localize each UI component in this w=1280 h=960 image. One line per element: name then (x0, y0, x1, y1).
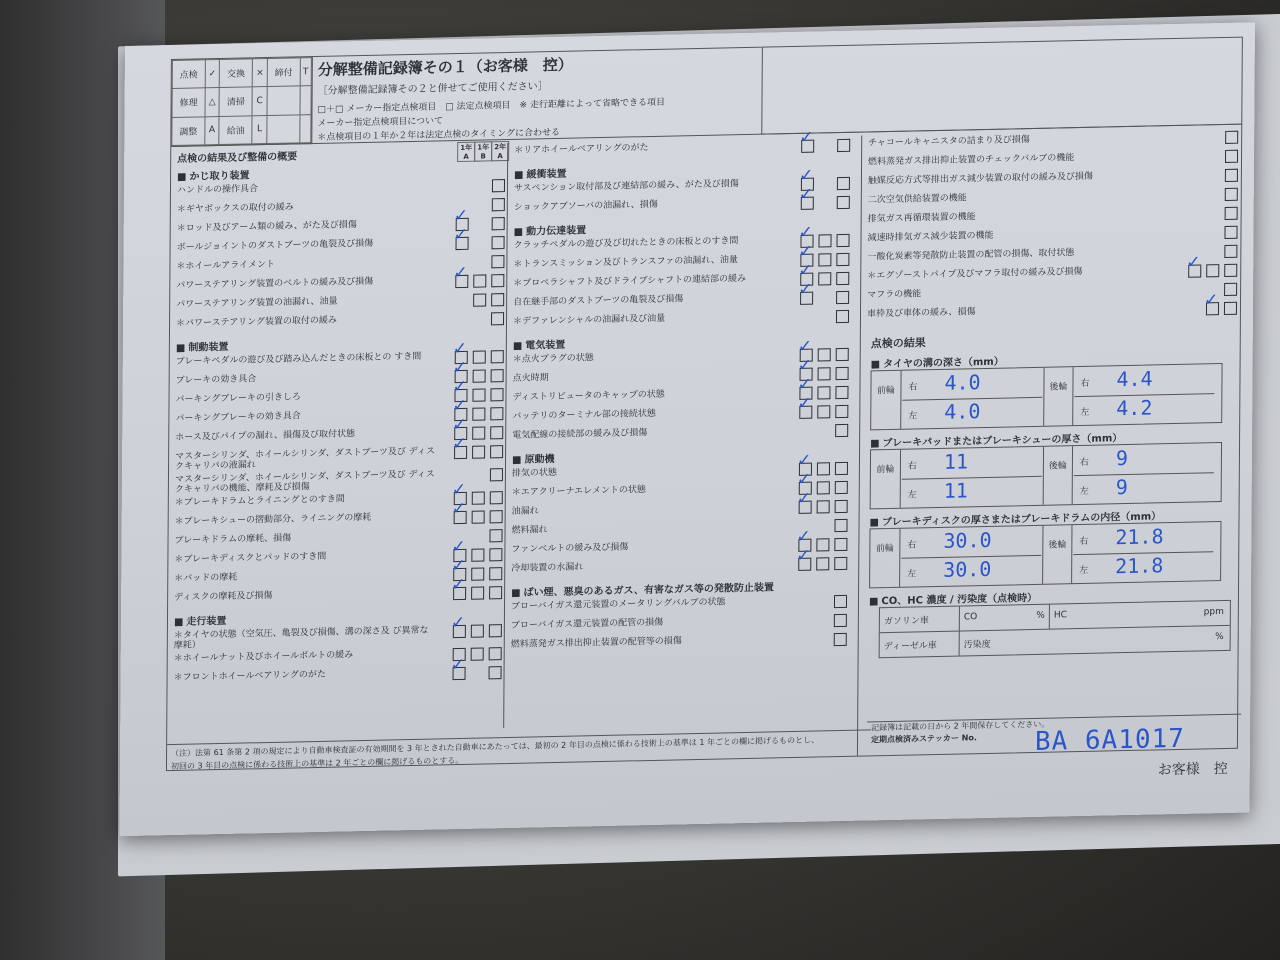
checklist-item-label: ブローバイガス還元装置のメータリングバルブの状態 (510, 597, 726, 612)
section-heading: ■ ばい煙、悪臭のあるガス、有害なガス等の発散防止装置 (511, 577, 851, 599)
note-line: メーカー指定点検項目について (317, 116, 444, 129)
disc-front-right-value[interactable]: 30.0 (943, 527, 992, 553)
checklist-item-label: 触媒反応方式等排出ガス減少装置の取付の緩み及び損傷 (867, 171, 1093, 187)
checkbox[interactable] (835, 386, 848, 399)
checklist-item-label: ＊プロペラシャフト及びドライブシャフトの連結部の緩み (513, 273, 747, 289)
checked-checkbox[interactable] (799, 501, 812, 514)
checklist-item-label: ＊トランスミッション及びトランスファの油漏れ、油量 (513, 255, 738, 270)
footnote (167, 729, 871, 773)
legend-cell: A (205, 116, 220, 145)
checkbox[interactable] (491, 255, 504, 268)
checkbox[interactable] (834, 557, 847, 570)
checklist-item-label: ファンベルトの緩み及び損傷 (511, 542, 629, 555)
left-label: 左 (907, 569, 917, 580)
interval-label: 2年A (491, 141, 509, 161)
interval-label: 1年A (457, 142, 475, 162)
checked-checkbox[interactable] (799, 406, 812, 419)
checklist-item-label: ＊ホイールアライメント (176, 259, 275, 272)
checked-checkbox[interactable] (454, 511, 467, 524)
checklist-item-label: パーキングブレーキの引きしろ (175, 392, 301, 405)
checkbox[interactable] (492, 217, 505, 230)
checkbox[interactable] (489, 529, 502, 542)
disc-thickness-table (869, 521, 1221, 588)
checklist-item-label: チャコールキャニスタの詰まり及び損傷 (868, 135, 1030, 149)
checkbox[interactable] (490, 445, 503, 458)
rear-label: 後輪 (1043, 446, 1073, 505)
legend-cell: 修理 (172, 88, 205, 117)
checklist-item-label: 電気配線の接続部の緩み及び損傷 (512, 428, 648, 441)
checkbox[interactable] (835, 424, 848, 437)
form-title: 分解整備記録簿その１（お客様 控） (317, 55, 573, 79)
checklist-item-label: マスターシリンダ、ホイールシリンダ、ダストブーツ及び ディスクキャリパの液漏れ (175, 446, 436, 472)
legend-cell: L (252, 115, 267, 144)
tire-rear-left-value[interactable]: 4.2 (1116, 395, 1153, 421)
checklist-item-label: サスペンション取付部及び連結部の緩み、がた及び損傷 (513, 179, 739, 194)
pad-rear-left-value[interactable]: 9 (1115, 474, 1128, 500)
left-label: 左 (907, 490, 917, 501)
legend-cell (267, 86, 300, 115)
pad-front-right-value[interactable]: 11 (943, 449, 969, 474)
checkbox[interactable] (473, 274, 486, 287)
checkbox[interactable] (1224, 264, 1237, 277)
emission-title: ■ CO、HC 濃度 / 汚染度（点検時） (869, 585, 1229, 608)
inspection-column-3 (857, 128, 1242, 756)
pad-front-left-value[interactable]: 11 (943, 478, 968, 503)
checkbox[interactable] (836, 253, 849, 266)
legend-cell: △ (205, 88, 220, 117)
legend-cell (300, 114, 311, 143)
checkbox[interactable] (1225, 169, 1238, 182)
pad-thickness-title: ■ ブレーキパッドまたはブレーキシューの厚さ（mm） (870, 427, 1230, 450)
left-label: 左 (1080, 407, 1090, 418)
hc-label: HC (1053, 610, 1067, 621)
checkbox[interactable] (492, 198, 505, 211)
checkbox[interactable] (817, 500, 830, 513)
checkbox[interactable] (1224, 226, 1237, 239)
checklist-item-label: 燃料漏れ (511, 525, 548, 536)
checklist-item-label: パワーステアリング装置のベルトの緩み及び損傷 (176, 276, 374, 291)
checklist-item-label: 二次空気供給装置の機能 (867, 193, 967, 206)
checkbox[interactable] (1225, 207, 1238, 220)
checkbox[interactable] (471, 647, 484, 660)
column-heading (177, 143, 509, 164)
checkbox[interactable] (473, 293, 486, 306)
checklist-item-label: ＊ブレーキドラムとライニングとのすき間 (174, 494, 345, 508)
checkbox[interactable] (473, 369, 486, 382)
checkbox[interactable] (818, 367, 831, 380)
checkbox[interactable] (490, 388, 503, 401)
checkbox[interactable] (1224, 302, 1237, 315)
interval-labels (458, 141, 509, 162)
checklist-item-label: ショックアブソーバの油漏れ、損傷 (513, 199, 658, 213)
checkbox[interactable] (472, 407, 485, 420)
checkbox[interactable] (489, 624, 502, 637)
checkbox[interactable] (471, 586, 484, 599)
checklist-item-label: ホース及びパイプの漏れ、損傷及び取付状態 (175, 429, 356, 443)
right-label: 右 (907, 461, 917, 472)
header-info-area (761, 38, 1243, 135)
checkbox[interactable] (818, 272, 831, 285)
checkbox[interactable] (1225, 131, 1238, 144)
section-heading: ■ 原動機 (512, 444, 852, 466)
checkbox[interactable] (834, 633, 847, 646)
checkbox[interactable] (489, 567, 502, 580)
legend-cell: 清掃 (219, 87, 252, 116)
front-label: 前輪 (871, 450, 901, 509)
maintenance-record-page (119, 22, 1254, 836)
checkbox[interactable] (491, 274, 504, 287)
checkbox[interactable] (473, 350, 486, 363)
checklist-item-label: ＊パッドの摩耗 (174, 572, 238, 584)
checklist-item-label: ディスクの摩耗及び損傷 (174, 590, 273, 603)
legend-cell: 締付 (267, 58, 300, 87)
checklist-item-label: 車枠及び車体の緩み、損傷 (866, 307, 976, 320)
checkbox[interactable] (836, 310, 849, 323)
checked-checkbox[interactable] (801, 140, 814, 153)
checkbox[interactable] (489, 666, 502, 679)
disc-thickness-title: ■ ブレーキディスクの厚さまたはブレーキドラムの内径（mm） (870, 506, 1230, 529)
checkbox[interactable] (836, 272, 849, 285)
disc-rear-right-value[interactable]: 21.8 (1115, 524, 1164, 550)
footnote-line: 初回の 3 年目の点検に係わる技術上の基準は 2 年ごとの欄に掲げるものとする。 (170, 755, 464, 772)
checkbox[interactable] (471, 624, 484, 637)
checkbox[interactable] (472, 426, 485, 439)
sticker-number[interactable]: BA 6A1017 (1034, 723, 1185, 757)
left-label: 左 (1079, 486, 1089, 498)
checkbox[interactable] (817, 386, 830, 399)
legend-cell: C (252, 87, 267, 116)
checklist-item-label: ＊ブレーキシューの摺動部分、ライニングの摩耗 (174, 512, 372, 527)
smoke-unit: % (1215, 631, 1224, 643)
section-heading: ■ 緩衝装置 (514, 159, 854, 181)
gasoline-label: ガソリン車 (880, 607, 960, 633)
right-label: 右 (1079, 536, 1089, 548)
checkbox[interactable] (817, 405, 830, 418)
checked-checkbox[interactable] (453, 625, 466, 638)
checklist-item-label: バッテリのターミナル部の接続状態 (512, 408, 656, 422)
checkbox[interactable] (491, 369, 504, 382)
checkbox[interactable] (490, 407, 503, 420)
checkbox[interactable] (818, 348, 831, 361)
rear-label: 後輪 (1043, 367, 1073, 426)
checklist-item-label: 排気ガス再循環装置の機能 (867, 212, 976, 225)
checklist-item-label: ＊デファレンシャルの油漏れ及び油量 (512, 313, 666, 327)
checkbox[interactable] (836, 367, 849, 380)
checklist-item-label: 排気の状態 (511, 467, 557, 479)
note-line: ＊点検項目の１年か２年は法定点検のタイミングに合わせる (317, 127, 561, 143)
column-title: 点検の結果及び整備の概要 (177, 151, 298, 165)
checkbox[interactable] (835, 481, 848, 494)
sticker-label: 定期点検済みステッカー No. (870, 733, 977, 745)
smoke-label: 汚染度 (963, 639, 991, 651)
checklist-item-label: ハンドルの操作具合 (176, 184, 259, 196)
pad-thickness-section (870, 427, 1231, 510)
checked-checkbox[interactable] (1188, 264, 1201, 277)
checklist-item-label: 油漏れ (511, 506, 539, 517)
emission-table (879, 600, 1231, 658)
title-block (317, 50, 758, 143)
co-label: CO (963, 612, 978, 623)
right-label: 右 (1080, 378, 1090, 389)
tire-depth-table (870, 363, 1222, 430)
legend-cell: ✓ (205, 60, 220, 89)
checkbox[interactable] (490, 510, 503, 523)
checklist-item-label: マフラの機能 (867, 289, 922, 301)
note-line: □＋□ メーカー指定点検項目 □ 法定点検項目 ※ 走行距離によって省略できる項目 (317, 97, 666, 115)
checklist-item-label: マスターシリンダ、ホイールシリンダ、ダストブーツ及び ディスクキャリパの機能、摩耗及び損傷 (174, 469, 435, 495)
disc-rear-left-value[interactable]: 21.8 (1115, 553, 1164, 579)
checked-checkbox[interactable] (800, 292, 813, 305)
checkbox[interactable] (837, 196, 850, 209)
checkbox[interactable] (817, 481, 830, 494)
legend-cell: 調整 (172, 116, 205, 145)
checkbox[interactable] (836, 234, 849, 247)
checked-checkbox[interactable] (1206, 302, 1219, 315)
checkbox[interactable] (472, 491, 485, 504)
disc-thickness-section (869, 506, 1230, 589)
checkbox[interactable] (1206, 264, 1219, 277)
inspection-column-1 (174, 143, 510, 689)
legend-cell: T (300, 58, 311, 87)
checklist-item-label: ブレーキペダルの遊び及び踏み込んだときの床板との すき間 (175, 351, 422, 367)
checkbox[interactable] (492, 236, 505, 249)
checkbox[interactable] (834, 538, 847, 551)
checklist-item-label: 一酸化炭素等発散防止装置の配管の損傷、取付状態 (867, 248, 1075, 263)
tire-depth-section (870, 348, 1231, 431)
co-unit: % (1036, 610, 1045, 621)
left-label: 左 (908, 411, 918, 422)
inspection-column-2 (503, 136, 854, 728)
checkbox[interactable] (1224, 245, 1237, 258)
pad-thickness-table (870, 442, 1222, 509)
checklist-item-label: ＊ホイールナット及びホイールボルトの緩み (173, 650, 354, 664)
legend-cell (300, 86, 311, 115)
section-heading: ■ 電気装置 (513, 330, 853, 352)
legend-cell (267, 114, 300, 143)
checked-checkbox[interactable] (455, 275, 468, 288)
checkbox[interactable] (471, 567, 484, 580)
checkbox[interactable] (835, 405, 848, 418)
checkbox[interactable] (834, 614, 847, 627)
right-label: 右 (907, 540, 917, 551)
legend-cell: 点検 (172, 60, 205, 89)
checked-checkbox[interactable] (453, 667, 466, 680)
checklist-item-label: ＊タイヤの状態（空気圧、亀裂及び損傷、溝の深さ及 び異常な摩耗） (173, 625, 429, 651)
checklist-item-label: ＊ブレーキディスクとパッドのすき間 (174, 551, 327, 565)
tire-rear-right-value[interactable]: 4.4 (1116, 366, 1153, 392)
checkbox[interactable] (492, 179, 505, 192)
checklist-item-label: ＊点火プラグの状態 (512, 353, 594, 365)
checkbox[interactable] (472, 445, 485, 458)
checkbox[interactable] (490, 491, 503, 504)
checkbox[interactable] (816, 538, 829, 551)
legend-cell: 交換 (220, 59, 253, 88)
checked-checkbox[interactable] (798, 558, 811, 571)
checklist-item-label: 自在継手部のダストブーツの亀裂及び損傷 (513, 294, 684, 308)
checklist-item-label: 燃料蒸発ガス排出抑止装置のチェックバルブの機能 (868, 153, 1075, 168)
checkbox[interactable] (1224, 283, 1237, 296)
front-label: 前輪 (870, 529, 900, 588)
tire-front-left-value[interactable]: 4.0 (944, 399, 981, 424)
legend-cell: 給油 (219, 115, 252, 144)
checkbox[interactable] (818, 253, 831, 266)
checklist-item-label: ブレーキの効き具合 (175, 374, 257, 386)
checklist-item-label: ＊リアホイールベアリングのがた (514, 143, 649, 156)
checkbox[interactable] (817, 462, 830, 475)
tire-depth-title: ■ タイヤの溝の深さ（mm） (871, 348, 1231, 371)
legend-cell: × (252, 59, 267, 88)
checkbox[interactable] (491, 350, 504, 363)
disc-front-left-value[interactable]: 30.0 (943, 556, 992, 582)
checklist-item-label: ディストリビュータのキャップの状態 (512, 389, 665, 403)
checked-checkbox[interactable] (801, 197, 814, 210)
rear-label: 後輪 (1042, 525, 1072, 584)
checklist-item-label: パワーステアリング装置の油漏れ、油量 (176, 296, 338, 310)
checklist-item-label: ＊ロッド及びアーム類の緩み、がた及び損傷 (176, 220, 357, 234)
checklist-item-label: ＊フロントホイールベアリングのがた (173, 669, 326, 683)
right-label: 右 (908, 382, 918, 393)
checklist-item-label: 点火時期 (512, 373, 549, 384)
checklist-item-label: ＊エアクリーナエレメントの状態 (511, 485, 646, 498)
hc-unit: ppm (1203, 606, 1224, 618)
checked-checkbox[interactable] (453, 587, 466, 600)
checklist-item-label: パーキングブレーキの効き具合 (175, 411, 301, 424)
checkbox[interactable] (836, 348, 849, 361)
checkbox[interactable] (491, 312, 504, 325)
checked-checkbox[interactable] (456, 237, 469, 250)
results-title: 点検の結果 (870, 336, 926, 351)
left-label: 左 (1079, 565, 1089, 577)
checked-checkbox[interactable] (454, 446, 467, 459)
interval-label: 1年B (474, 141, 492, 161)
checklist-item-label: ＊ギヤボックスの取付の緩み (176, 202, 294, 215)
checkbox[interactable] (837, 177, 850, 190)
checkbox[interactable] (490, 426, 503, 439)
checklist-item-label: ＊パワーステアリング装置の取付の緩み (176, 315, 337, 329)
form-subtitle: ［分解整備記録簿その２と併せてご使用ください］ (317, 81, 548, 97)
checkbox[interactable] (835, 500, 848, 513)
checkbox[interactable] (836, 291, 849, 304)
checkbox[interactable] (1225, 150, 1238, 163)
customer-copy-label: お客様 控 (1157, 760, 1228, 779)
checkbox[interactable] (491, 293, 504, 306)
checklist-item-label: クラッチペダルの遊び及び切れたときの床板とのすき間 (513, 236, 739, 251)
section-heading: ■ かじ取り装置 (177, 161, 509, 183)
checklist-item-label: 冷却装置の水漏れ (511, 562, 584, 574)
checkbox[interactable] (837, 139, 850, 152)
form-notes (317, 94, 757, 145)
checklist-item-label: 燃料蒸発ガス排出抑止装置の配管等の損傷 (510, 636, 682, 650)
legend-table (171, 57, 313, 147)
right-label: 右 (1079, 457, 1089, 469)
section-heading: ■ 動力伝達装置 (514, 216, 854, 238)
checklist-item-label: ボールジョイントのダストブーツの亀裂及び損傷 (176, 238, 374, 253)
checkbox[interactable] (489, 586, 502, 599)
checkbox[interactable] (472, 510, 485, 523)
checkbox[interactable] (816, 557, 829, 570)
checkbox[interactable] (834, 595, 847, 608)
checkbox[interactable] (472, 388, 485, 401)
checkbox[interactable] (490, 468, 503, 481)
tire-front-right-value[interactable]: 4.0 (944, 370, 981, 395)
checkbox[interactable] (1225, 188, 1238, 201)
checkbox[interactable] (489, 647, 502, 660)
front-label: 前輪 (871, 371, 901, 430)
checkbox[interactable] (489, 548, 502, 561)
section-heading: ■ 走行装置 (174, 606, 506, 628)
checklist-item-label: ブローバイガス還元装置の配管の損傷 (510, 617, 664, 631)
checkbox[interactable] (834, 519, 847, 532)
checklist-item-label: 減速時排気ガス減少装置の機能 (867, 230, 994, 244)
checkbox[interactable] (835, 462, 848, 475)
record-retention-note: 記録簿は記載の日から 2 年間保存してください。 (871, 719, 1050, 733)
checkbox[interactable] (471, 548, 484, 561)
checkbox[interactable] (818, 234, 831, 247)
section-heading: ■ 制動装置 (176, 332, 508, 354)
footnote-line: （注）法第 61 条第 2 項の規定により自動車検査証の有効期間を 3 年とされた自動車にあたっては、最初の 2 年目の点検に係わる技術上の基準は 1 年ごとの欄に掲げるものとし、 (171, 735, 820, 759)
checklist-item-label: ＊エグゾーストパイプ及びマフラ取付の緩み及び損傷 (867, 266, 1083, 282)
form-frame (166, 37, 1243, 772)
emission-section (869, 585, 1229, 659)
checklist-item-label: ブレーキドラムの摩耗、損傷 (174, 533, 292, 546)
diesel-label: ディーゼル車 (880, 632, 960, 658)
pad-rear-right-value[interactable]: 9 (1115, 445, 1129, 471)
